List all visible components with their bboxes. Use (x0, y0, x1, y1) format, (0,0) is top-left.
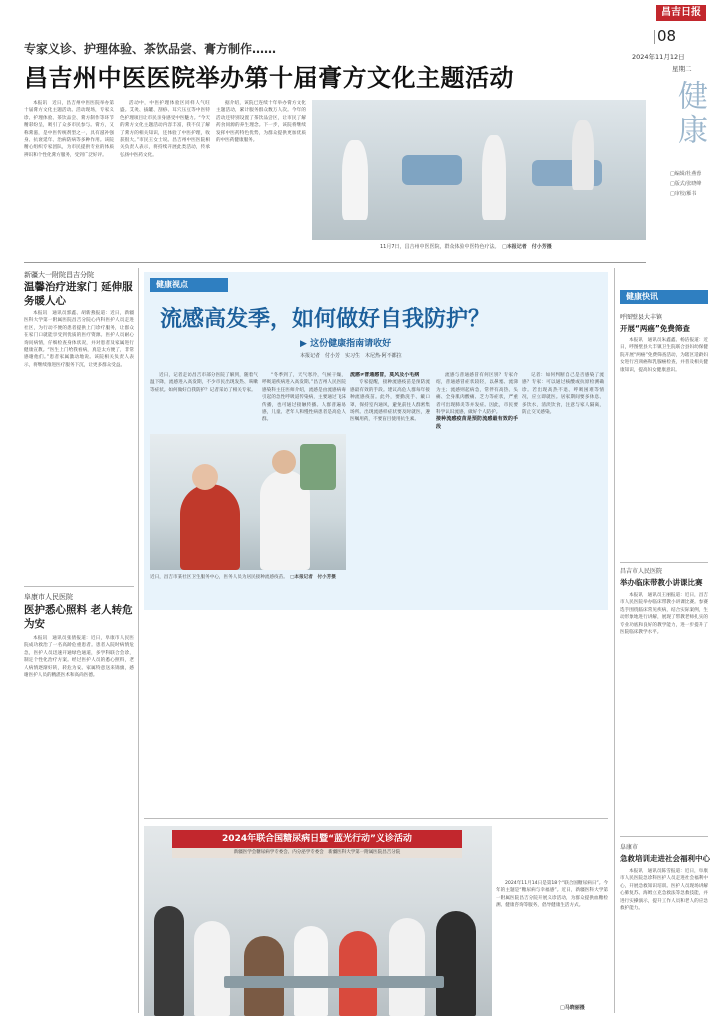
event-credit: □马晓丽摄 (560, 1005, 585, 1011)
right-s1-text: 本报讯 通讯员朱鑫鑫、杨洁报道：近日，呼图壁县大丰镇卫生院联合县妇幼保健院开展“两癌”免费筛查活动，为辖区适龄妇女进行宫颈癌和乳腺癌检查，并普及相关健康知识，提高妇女健康意识。 (620, 338, 708, 373)
right-s2-kicker: 昌吉市人民医院 (620, 568, 663, 575)
section-title-vertical: 健康 (672, 80, 707, 148)
right-banner: 健康快讯 (620, 290, 708, 304)
event-caption: 2024年11月14日是第18个“联合国糖尿病日”。今年的主题是“糖尿病与幸福感”。近日，新疆医科大学第一附属医院昌吉分院开展义诊活动，为群众提供血糖检测、健康咨询等服务，倡导健康生活方式。 (496, 881, 608, 909)
left-column-rule (138, 268, 139, 1013)
event-photo (144, 826, 492, 1016)
right-s3-title: 急救培训走进社会福利中心 (620, 854, 710, 863)
issue-weekday: 星期二 (672, 65, 692, 73)
event-banner-sub: 新疆医学会糖尿病学专委会、内分泌学专委会 新疆医科大学第一附属医院昌吉分院 (172, 848, 462, 858)
feature-q1: 流感≠普通感冒，莫风及小毛病 (350, 372, 420, 378)
right-column-rule (614, 268, 615, 1013)
lead-column-3: 据介绍，该院已连续十年举办膏方文化主题活动，累计服务群众数万人次。今年的活动还特别设置了茶饮品尝区，让市民了解药食同源的养生理念。下一步，该院将继续发挥中医药特色优势，为群众提供更加优质的中医药健康服务。 (216, 101, 306, 144)
right-s1-kicker: 呼图壁县大丰镇 (620, 314, 663, 321)
page-number: 08 (657, 27, 677, 45)
feature-bottom-rule (144, 818, 608, 819)
feature-byline: 本报记者 付小芳 实习生 木尼热·阿不都拉 (300, 353, 402, 359)
feature-column-4: 记者：如何判断自己是否感染了流感？专家：可以通过核酸或抗原检测确诊。若出现高热不退、呼吸困难等情况，应立即就医。居家期间要多休息、多饮水，清淡饮食，注意与家人隔离，防止交叉感染。 (522, 373, 604, 416)
issue-date: 2024年11月12日 (632, 53, 685, 61)
page-number-divider (654, 30, 655, 44)
feature-subhead: ▶ 这份健康指南请收好 (300, 339, 392, 349)
editor-credit: □编辑/杜燕蓉 (670, 171, 702, 177)
proofreader-credit: □审校/雁书 (670, 191, 697, 197)
feature-headline: 流感高发季，如何做好自我防护？ (160, 306, 491, 332)
feature-column-3: 流感与普通感冒有何区别？专家介绍，普通感冒症状较轻，以鼻塞、流涕为主；流感则起病急，常伴有高热、头痛、全身肌肉酸痛、乏力等症状，严重者可出现肺炎等并发症。因此，市民要科学认识流感，做好个人防护。 接种流感疫苗是预防流感最有效的手段 (436, 373, 518, 430)
newspaper-logo: 昌吉日报 (656, 5, 706, 21)
left2-kicker: 阜康市人民医院 (24, 593, 73, 601)
lead-column-1: 本报讯 近日，昌吉州中医医院举办第十届膏方文化主题活动。活动现场，专家义诊、护理体验、茶饮品尝、膏方制作等环节精彩纷呈，吸引了众多市民参与。膏方，又称膏滋，是中医传统剂型之一，具有滋补强身、抗衰延年、治病防病等多种作用。该院精心组织专家团队，为市民提供专业的体质辨识和个性化膏方服务，受到广泛好评。 (24, 101, 114, 158)
designer-credit: □版式/张晓峰 (670, 181, 702, 187)
feature-photo (150, 434, 346, 570)
left2-text: 本报讯 通讯员张倩报道：近日，阜康市人民医院成功救治了一名高龄危重患者。患者入院时病情危急，医护人员迅速开通绿色通道，多学科联合会诊，制定个性化治疗方案。经过医护人员的悉心照料，老人病情逐渐好转，转危为安。家属特意送来锦旗，感谢医护人员的精湛医术和高尚医德。 (24, 636, 134, 679)
right-divider-1 (620, 562, 708, 563)
left2-headline: 医护悉心照料 老人转危为安 (24, 604, 133, 630)
right-s3-kicker: 阜康市 (620, 844, 639, 851)
lead-photo-credit: □本报记者 付小芳摄 (502, 244, 552, 250)
feature-q2: 接种流感疫苗是预防流感最有效的手段 (436, 416, 518, 430)
left1-headline: 温馨治疗进家门 延伸服务暖人心 (24, 281, 133, 307)
right-s1-title: 开展“两癌”免费筛查 (620, 324, 690, 333)
feature-intro: 近日，记者走访昌吉市部分医院了解到，随着气温下降，流感进入高发期，不少市民出现发热、咳嗽等症状。如何做好自我防护？记者采访了相关专家。 (150, 373, 258, 393)
lead-column-2: 活动中，中医护理体验区同样人气旺盛。艾灸、拔罐、刮痧、耳穴压豆等中医特色护理项目让市民亲身感受中医魅力。“今天的膏方文化主题活动内容丰富，我不仅了解了膏方的相关知识，还体验了中医护理，收获很大。”市民王女士说。昌吉州中医医院相关负责人表示，将持续开展此类活动，传承弘扬中医药文化。 (120, 101, 210, 158)
left-divider (24, 586, 134, 587)
right-divider-2 (620, 836, 708, 837)
left1-kicker: 新疆大一附院昌吉分院 (24, 271, 94, 279)
right-s2-text: 本报讯 通讯员王丽报道：近日，昌吉市人民医院举办临床带教小讲课比赛。参赛选手围绕临床常见疾病，结合实际案例，生动形象地进行讲解，展现了带教老师扎实的专业功底和良好的教学能力，进一步提升了医院临床教学水平。 (620, 593, 708, 636)
lead-kicker: 专家义诊、护理体验、茶饮品尝、膏方制作…… (24, 42, 277, 56)
event-banner: 2024年联合国糖尿病日暨“蓝光行动”义诊活动 (172, 830, 462, 848)
lead-headline: 昌吉州中医医院举办第十届膏方文化主题活动 (24, 63, 514, 92)
feature-banner: 健康视点 (150, 278, 228, 292)
feature-column-2: 流感≠普通感冒，莫风及小毛病 专家提醒，接种流感疫苗是预防流感最有效的手段。建议高危人群每年接种流感疫苗。此外，要勤洗手、戴口罩，保持室内通风，避免前往人群密集场所。出现流感样症状要及时就医，遵医嘱用药，不要盲目使用抗生素。 (350, 372, 430, 423)
right-s2-title: 举办临床带教小讲课比赛 (620, 578, 703, 587)
lead-photo-caption: 11月7日，昌吉州中医医院，群众体验中医特色疗法。 □本报记者 付小芳摄 (380, 244, 552, 250)
feature-photo-caption: 近日，昌吉市某社区卫生服务中心，医务人员为居民接种流感疫苗。 □本报记者 付小芳摄 (150, 575, 336, 580)
right-s3-text: 本报讯 通讯员陈雪报道：近日，阜康市人民医院急诊科医护人员走进社会福利中心，开展急救知识培训。医护人员现场讲解心肺复苏、海姆立克急救法等急救技能，并进行实操演示，提升工作人员和老人的应急救护能力。 (620, 869, 708, 912)
lead-photo (312, 100, 646, 240)
left1-text: 本报讯 通讯员郭鑫、胡新燕报道：近日，新疆医科大学第一附属医院昌吉分院心内科医护人员走进社区，为行动不便的患者提供上门诊疗服务，让群众在家门口就能享受到优质的医疗资源。医护人员耐心询问病情，仔细检查身体状况，并对患者及家属进行健康宣教。“医生上门给我看病，真是太方便了，非常感谢他们。”患者家属激动地说。该院相关负责人表示，将继续推进医疗服务下沉，让更多群众受益。 (24, 311, 134, 368)
lead-bottom-rule (24, 262, 646, 263)
feature-column-1: “冬季到了，天气寒冷，气候干燥，呼吸道疾病进入高发期。”昌吉州人民医院感染科主任医师介绍，流感是由流感病毒引起的急性呼吸道传染病，主要通过飞沫传播，也可通过接触传播。人群普遍易感，儿童、老年人和慢性病患者是高危人群。 (262, 373, 346, 423)
feature-photo-credit: □本报记者 付小芳摄 (290, 575, 336, 580)
